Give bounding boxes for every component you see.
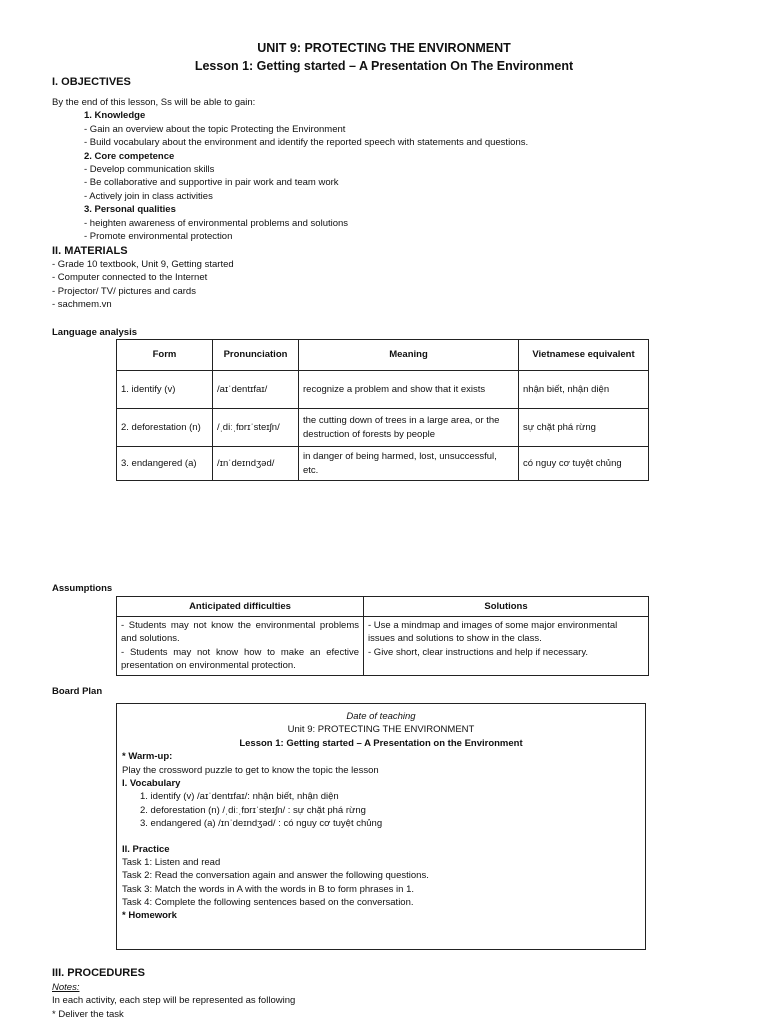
table-header-row bbox=[117, 340, 649, 371]
vocab-item: 3. endangered (a) /ɪnˈdeɪndʒəd/ : có nguy cơ tuyệt chủng bbox=[140, 818, 383, 830]
solution-item: - Give short, clear instructions and help if necessary. bbox=[368, 646, 589, 658]
col-header: Form bbox=[117, 340, 213, 371]
objectives-body bbox=[52, 96, 528, 243]
objectives-intro: By the end of this lesson, Ss will be able to gain: bbox=[52, 97, 256, 108]
col-header: Pronunciation bbox=[213, 340, 299, 371]
difficulty-item: - Students may not know how to make an efective presentation on environmental protection. bbox=[121, 646, 359, 672]
vocabulary-title: I. Vocabulary bbox=[122, 777, 181, 789]
notes-label: Notes: bbox=[52, 982, 80, 993]
board-date: Date of teaching bbox=[346, 711, 416, 722]
vocab-item: 1. identify (v) /aɪˈdentɪfaɪ/: nhận biết, nhận diện bbox=[140, 791, 339, 803]
vocab-item: 2. deforestation (n) /ˌdiːˌfɒrɪˈsteɪʃn/ : sự chặt phá rừng bbox=[140, 804, 366, 816]
task-item: Task 4: Complete the following sentences based on the conversation. bbox=[122, 897, 414, 909]
col-header: Anticipated difficulties bbox=[117, 597, 364, 617]
board-plan-label: Board Plan bbox=[52, 686, 103, 697]
knowledge-item: - Gain an overview about the topic Protecting the Environment bbox=[84, 123, 346, 135]
col-header: Vietnamese equivalent bbox=[519, 340, 649, 371]
pronunciation-cell: /aɪˈdentɪfaɪ/ bbox=[213, 371, 299, 409]
core-item: - Develop communication skills bbox=[84, 163, 215, 175]
notes-text: In each activity, each step will be represented as following bbox=[52, 995, 296, 1007]
form-cell: 1. identify (v) bbox=[117, 371, 213, 409]
material-item: - Projector/ TV/ pictures and cards bbox=[52, 285, 196, 297]
procedures-heading: III. PROCEDURES bbox=[52, 967, 145, 979]
col-header: Solutions bbox=[364, 597, 649, 617]
meaning-cell: the cutting down of trees in a large area, or the destruction of forests by people bbox=[299, 409, 519, 447]
procedures-notes bbox=[52, 981, 295, 1021]
warmup-title: * Warm-up: bbox=[122, 751, 173, 763]
task-item: Task 3: Match the words in A with the words in B to form phrases in 1. bbox=[122, 883, 414, 895]
col-header: Meaning bbox=[299, 340, 519, 371]
material-item: - sachmem.vn bbox=[52, 299, 112, 311]
task-item: Task 2: Read the conversation again and answer the following questions. bbox=[122, 870, 429, 882]
solutions-cell bbox=[364, 617, 649, 676]
core-competence-title: 2. Core competence bbox=[84, 150, 175, 162]
vietnamese-cell: nhận biết, nhận diện bbox=[519, 371, 649, 409]
warmup-text: Play the crossword puzzle to get to know the topic the lesson bbox=[122, 764, 379, 776]
materials-heading: II. MATERIALS bbox=[52, 245, 128, 257]
solution-item: - Use a mindmap and images of some major environmental issues and solutions to show in the class. bbox=[368, 620, 618, 645]
vietnamese-cell: có nguy cơ tuyệt chủng bbox=[519, 447, 649, 481]
task-item: Task 1: Listen and read bbox=[122, 856, 221, 868]
difficulty-item: - Students may not know the environmental problems and solutions. bbox=[121, 620, 359, 645]
meaning-cell: in danger of being harmed, lost, unsuccessful, etc. bbox=[299, 447, 519, 481]
unit-title: UNIT 9: PROTECTING THE ENVIRONMENT bbox=[257, 41, 511, 55]
board-plan-box bbox=[116, 703, 646, 950]
pronunciation-cell: /ɪnˈdeɪndʒəd/ bbox=[213, 447, 299, 481]
assumptions-label: Assumptions bbox=[52, 583, 113, 594]
material-item: - Grade 10 textbook, Unit 9, Getting started bbox=[52, 259, 234, 270]
board-lesson: Lesson 1: Getting started – A Presentation on the Environment bbox=[239, 737, 523, 749]
lesson-title: Lesson 1: Getting started – A Presentation On The Environment bbox=[194, 59, 574, 73]
board-unit: Unit 9: PROTECTING THE ENVIRONMENT bbox=[287, 724, 475, 736]
step-item: * Deliver the task bbox=[52, 1008, 124, 1020]
core-item: - Actively join in class activities bbox=[84, 190, 213, 202]
table-row bbox=[117, 447, 649, 481]
personal-item: - heighten awareness of environmental problems and solutions bbox=[84, 217, 349, 229]
knowledge-title: 1. Knowledge bbox=[84, 110, 146, 122]
practice-title: II. Practice bbox=[122, 843, 170, 855]
table-row bbox=[117, 409, 649, 447]
personal-item: - Promote environmental protection bbox=[84, 230, 233, 242]
personal-qualities-title: 3. Personal qualities bbox=[84, 204, 176, 216]
language-analysis-label: Language analysis bbox=[52, 327, 138, 338]
table-row bbox=[117, 617, 649, 676]
language-analysis-table bbox=[116, 339, 649, 481]
homework-title: * Homework bbox=[122, 910, 177, 922]
difficulties-cell bbox=[117, 617, 364, 676]
knowledge-item: - Build vocabulary about the environment and identify the reported speech with statements and questions. bbox=[84, 137, 529, 149]
vietnamese-cell: sự chặt phá rừng bbox=[519, 409, 649, 447]
table-header-row bbox=[117, 597, 649, 617]
objectives-heading: I. OBJECTIVES bbox=[52, 76, 131, 88]
materials-list bbox=[52, 258, 234, 312]
assumptions-table bbox=[116, 596, 649, 676]
core-item: - Be collaborative and supportive in pair work and team work bbox=[84, 177, 339, 189]
form-cell: 3. endangered (a) bbox=[117, 447, 213, 481]
form-cell: 2. deforestation (n) bbox=[117, 409, 213, 447]
table-row bbox=[117, 371, 649, 409]
pronunciation-cell: /ˌdiːˌfɒrɪˈsteɪʃn/ bbox=[213, 409, 299, 447]
material-item: - Computer connected to the Internet bbox=[52, 272, 208, 284]
meaning-cell: recognize a problem and show that it exists bbox=[299, 371, 519, 409]
